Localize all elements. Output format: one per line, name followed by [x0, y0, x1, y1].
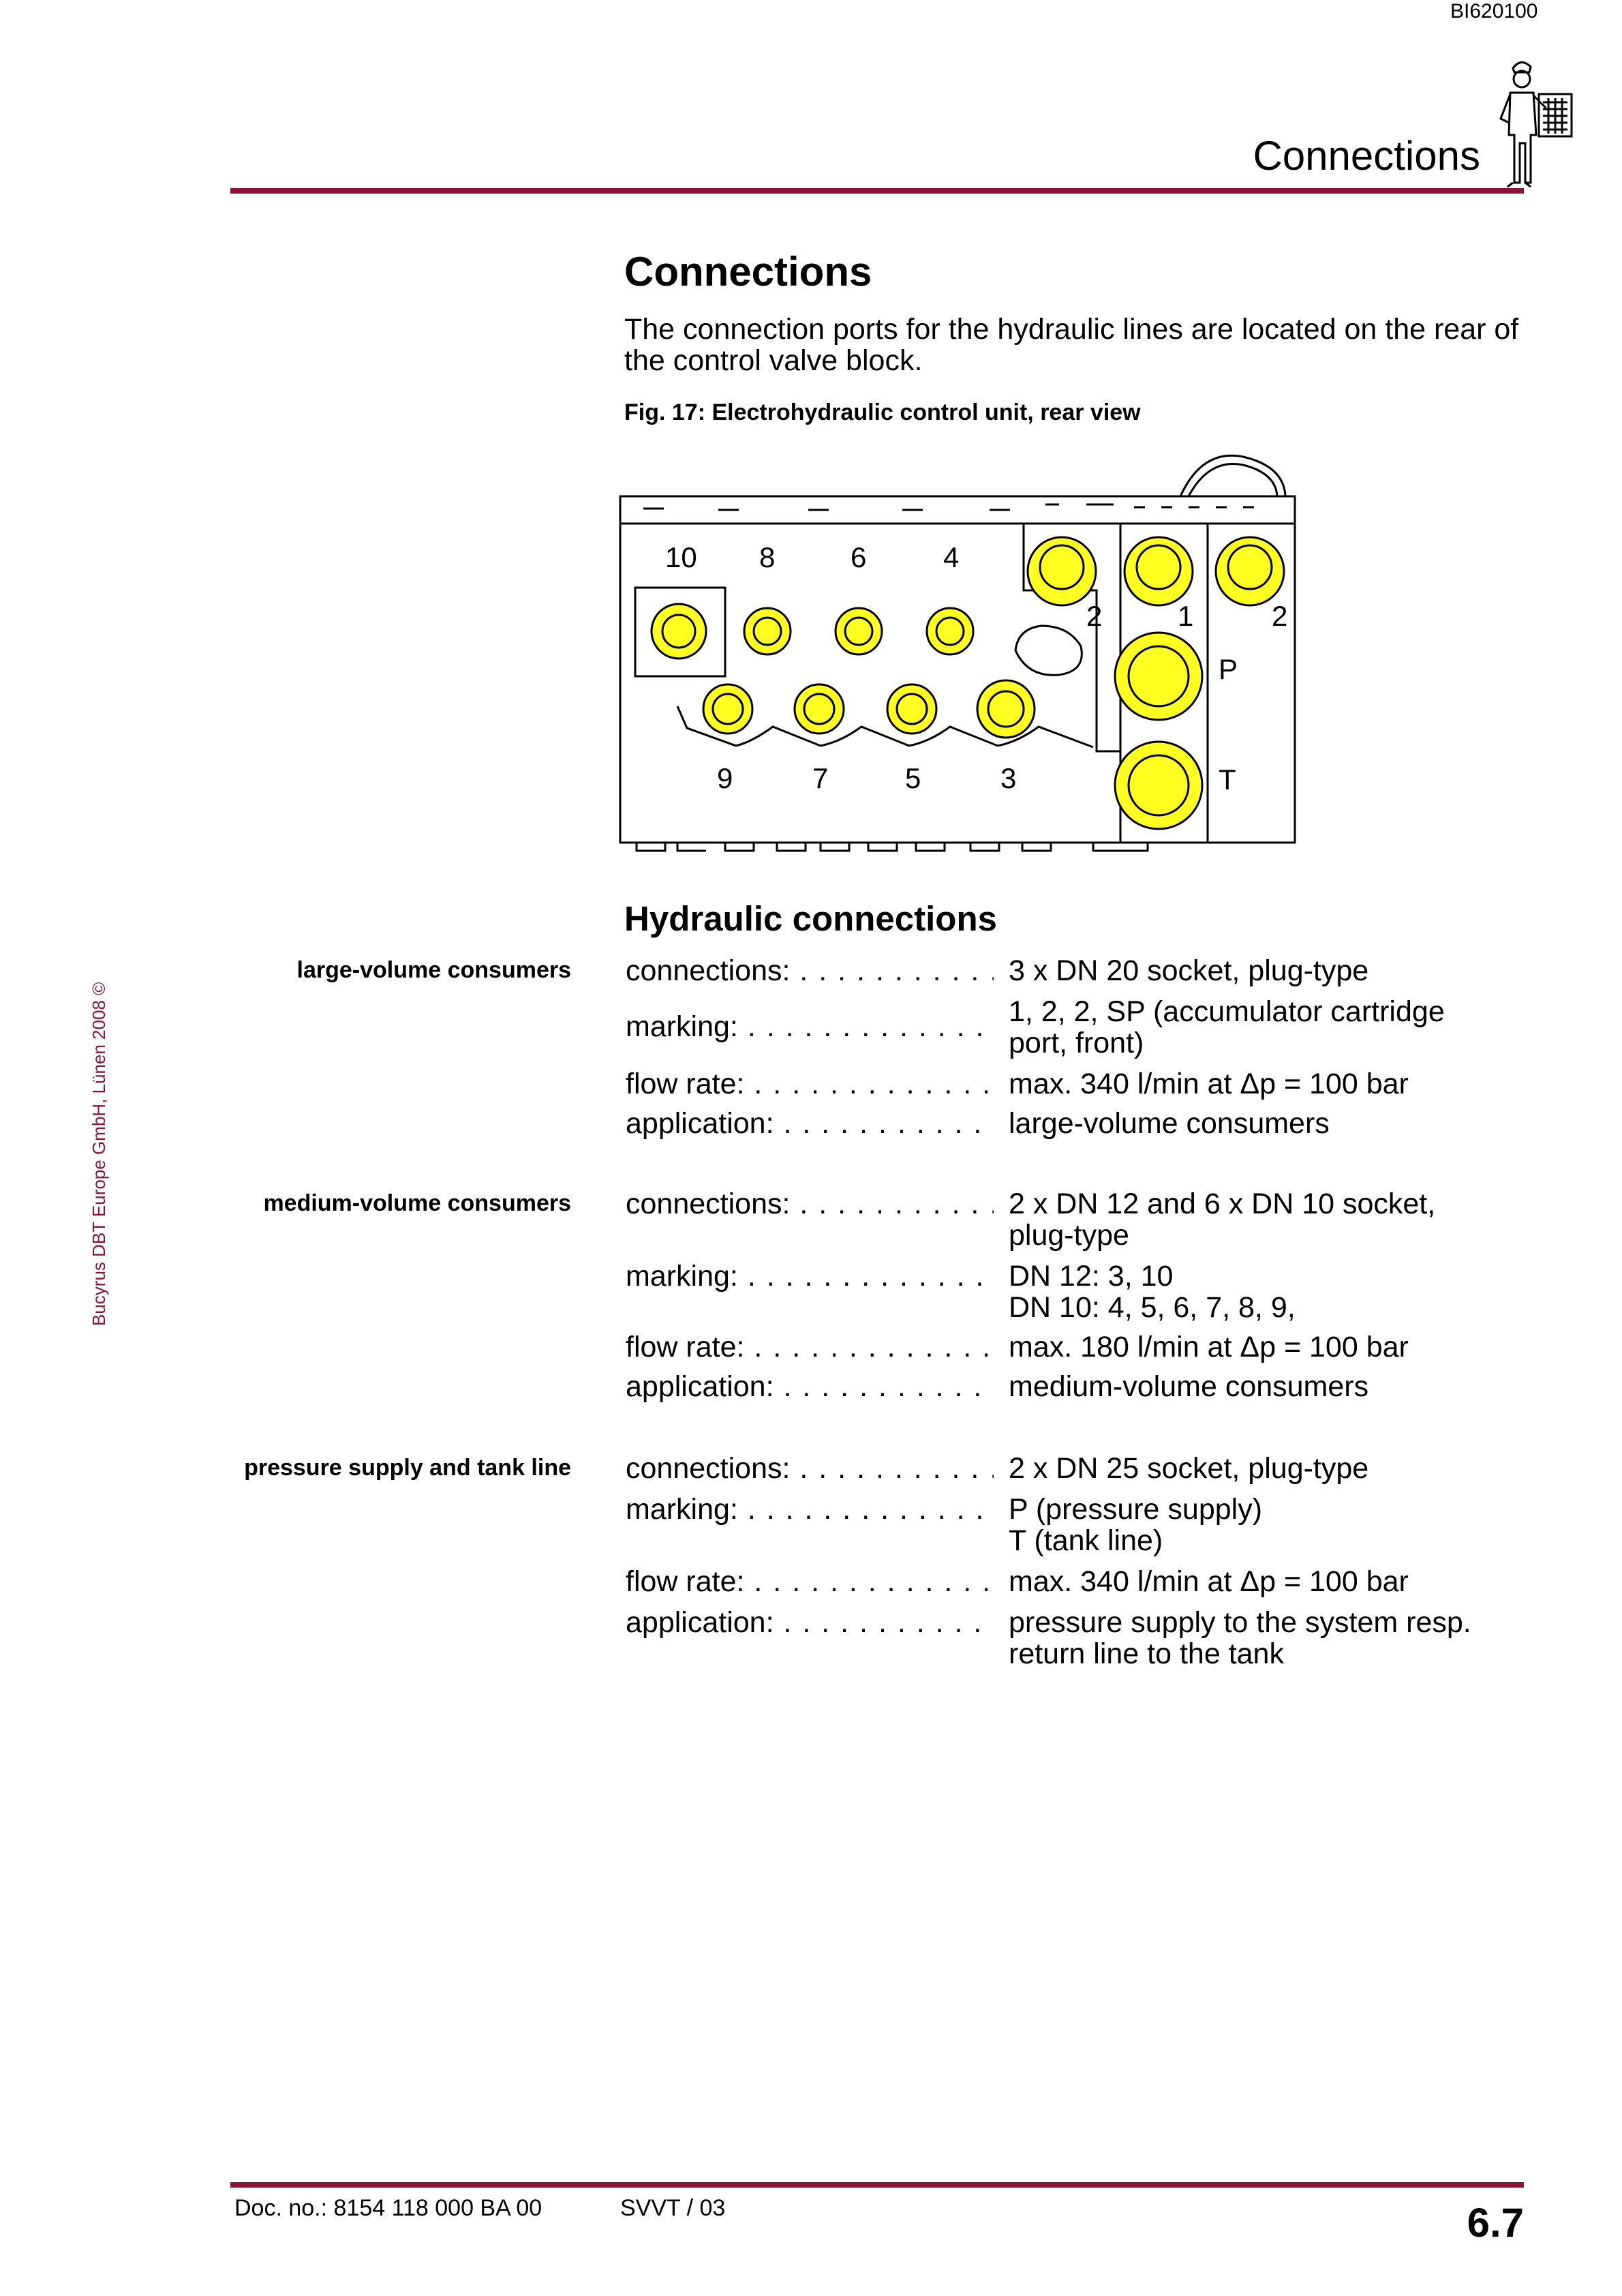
- spec-label: marking: . . .: [626, 1260, 994, 1293]
- spec-value: large-volume consumers: [1009, 1107, 1330, 1140]
- spec-label: application: . . .: [626, 1606, 994, 1639]
- spec-label: application: . . .: [626, 1107, 994, 1140]
- label-port-2-right: 2: [1272, 600, 1288, 632]
- document-id: BI620100: [1450, 0, 1538, 22]
- label-port-6: 6: [851, 541, 867, 573]
- label-port-1: 1: [1178, 600, 1194, 632]
- spec-value-line2: DN 10: 4, 5, 6, 7, 8, 9,: [1009, 1291, 1296, 1324]
- label-port-7: 7: [812, 762, 829, 794]
- label-port-P: P: [1219, 653, 1238, 685]
- spec-label: flow rate: . . .: [626, 1565, 994, 1598]
- spec-value: DN 12: 3, 10: [1009, 1260, 1174, 1293]
- spec-value: max. 340 l/min at Δp = 100 bar: [1009, 1068, 1409, 1100]
- spec-label: flow rate: . . .: [626, 1068, 994, 1100]
- side-label-large-volume: large-volume consumers: [296, 957, 571, 983]
- spec-label: connections: . . .: [626, 954, 994, 987]
- side-label-medium-volume: medium-volume consumers: [263, 1190, 571, 1216]
- label-port-4: 4: [943, 541, 960, 573]
- hydraulic-connections-heading: Hydraulic connections: [624, 899, 997, 938]
- intro-paragraph: The connection ports for the hydraulic lines are located on the rear of the control valve block.: [624, 313, 1519, 377]
- label-port-2-left: 2: [1086, 600, 1103, 632]
- port-markers: [652, 537, 1284, 829]
- footer-rule: [230, 2182, 1524, 2188]
- spec-label: marking: . . .: [626, 1493, 994, 1526]
- copyright-sidebar: Bucyrus DBT Europe GmbH, Lünen 2008 ©: [89, 982, 109, 1326]
- spec-label: marking: . . .: [626, 1010, 994, 1043]
- spec-value: 3 x DN 20 socket, plug-type: [1009, 954, 1369, 987]
- spec-value-line2: T (tank line): [1009, 1524, 1163, 1557]
- label-port-9: 9: [717, 762, 733, 794]
- spec-value: 1, 2, 2, SP (accumulator cartridge: [1009, 995, 1445, 1028]
- spec-label: connections: . . .: [626, 1188, 994, 1220]
- spec-value: 2 x DN 25 socket, plug-type: [1009, 1452, 1369, 1485]
- spec-value: pressure supply to the system resp.: [1009, 1606, 1471, 1639]
- spec-value: P (pressure supply): [1009, 1493, 1263, 1526]
- label-port-5: 5: [905, 762, 921, 794]
- header-title: Connections: [1253, 133, 1480, 179]
- spec-value-line2: plug-type: [1009, 1219, 1129, 1252]
- footer-revision: SVVT / 03: [620, 2195, 726, 2221]
- technician-icon: [1480, 53, 1582, 190]
- spec-label: flow rate: . . .: [626, 1331, 994, 1363]
- label-port-3: 3: [1000, 762, 1017, 794]
- spec-value-line2: port, front): [1009, 1027, 1144, 1059]
- footer-doc-number: Doc. no.: 8154 118 000 BA 00: [234, 2195, 542, 2221]
- control-unit-rear-view-diagram: [616, 442, 1332, 864]
- spec-value: 2 x DN 12 and 6 x DN 10 socket,: [1009, 1188, 1436, 1220]
- spec-value-line2: return line to the tank: [1009, 1637, 1284, 1670]
- figure-caption: Fig. 17: Electrohydraulic control unit, rear view: [624, 399, 1141, 425]
- spec-value: max. 340 l/min at Δp = 100 bar: [1009, 1565, 1409, 1598]
- header-rule: [230, 188, 1524, 194]
- side-label-pressure-tank: pressure supply and tank line: [244, 1455, 571, 1481]
- spec-label: application: . . .: [626, 1370, 994, 1403]
- label-port-8: 8: [759, 541, 776, 573]
- spec-value: max. 180 l/min at Δp = 100 bar: [1009, 1331, 1409, 1363]
- spec-label: connections: . . .: [626, 1452, 994, 1485]
- page-number: 6.7: [1467, 2200, 1524, 2246]
- label-port-10: 10: [665, 541, 697, 573]
- spec-value: medium-volume consumers: [1009, 1370, 1369, 1403]
- label-port-T: T: [1219, 764, 1236, 796]
- section-heading: Connections: [624, 249, 872, 294]
